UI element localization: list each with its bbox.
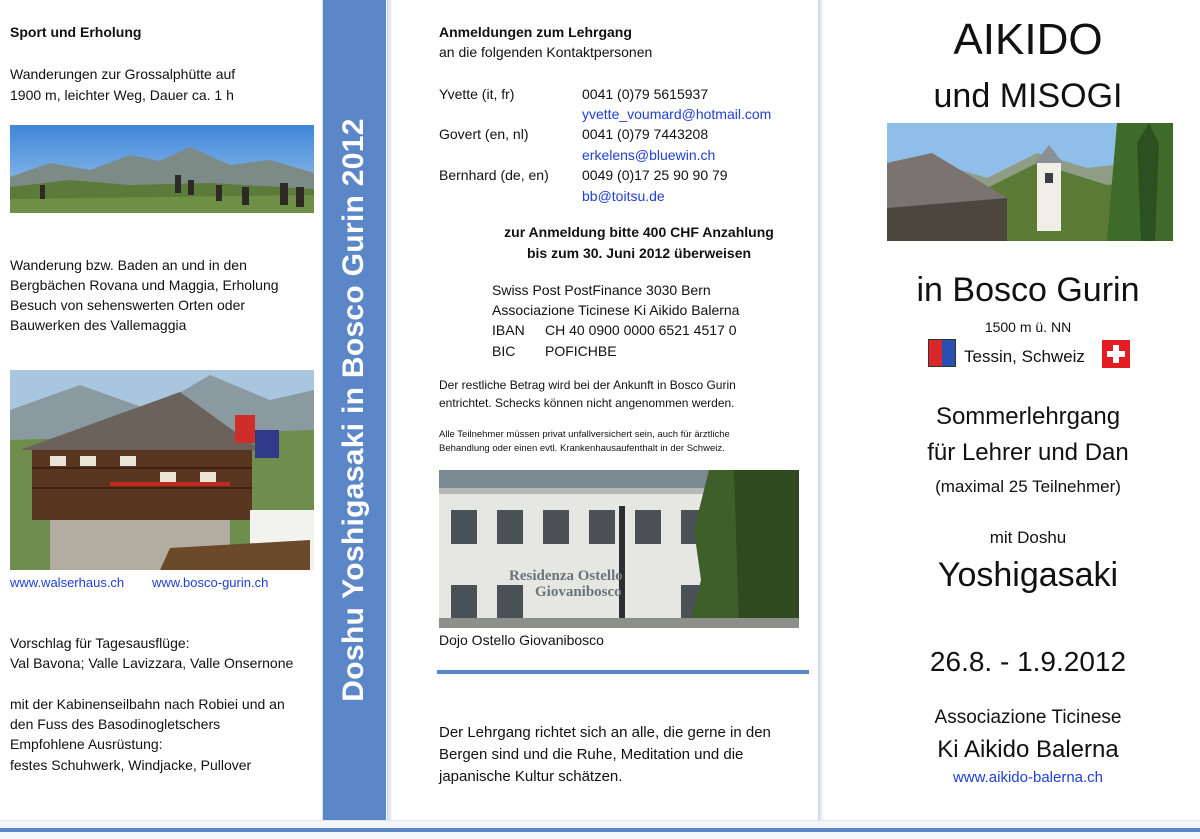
insurance-line-2: Behandlung oder einen evtl. Krankenhausaufenthalt in der Schweiz. bbox=[439, 443, 725, 454]
payment-line-1: zur Anmeldung bitte 400 CHF Anzahlung bbox=[504, 224, 774, 240]
para2-line-4: Bauwerken des Vallemaggia bbox=[10, 317, 187, 333]
middle-divider bbox=[437, 670, 809, 674]
bottom-line-3: japanische Kultur schätzen. bbox=[439, 768, 623, 785]
middle-shade bbox=[387, 0, 393, 838]
course-line-1: Sommerlehrgang bbox=[935, 403, 1121, 430]
para2-line-3: Besuch von sehenswerten Orten oder bbox=[10, 297, 246, 313]
bank-line-2: Associazione Ticinese Ki Aikido Balerna bbox=[492, 302, 740, 318]
teacher-name: Yoshigasaki bbox=[937, 556, 1119, 594]
iban-label: IBAN bbox=[492, 322, 525, 338]
para3-line-2: Val Bavona; Valle Lavizzara, Valle Onsernone bbox=[10, 655, 294, 671]
para3-line-1: Vorschlag für Tagesausflüge: bbox=[10, 635, 190, 651]
website-link[interactable]: www.aikido-balerna.ch bbox=[952, 769, 1104, 786]
building-sign-1: Residenza Ostello bbox=[509, 568, 623, 584]
bottom-band-line bbox=[0, 828, 1200, 832]
bottom-line-1: Der Lehrgang richtet sich an alle, die gerne in den bbox=[439, 724, 771, 741]
bank-line-1: Swiss Post PostFinance 3030 Bern bbox=[492, 282, 711, 298]
rest-line-1: Der restliche Betrag wird bei der Ankunft in Bosco Gurin bbox=[439, 378, 736, 392]
region: Tessin, Schweiz bbox=[964, 347, 1085, 366]
bottom-band bbox=[0, 820, 1200, 839]
contact-name-1: Yvette (it, fr) bbox=[439, 86, 515, 102]
para4-line-1: mit der Kabinenseilbahn nach Robiei und an bbox=[10, 696, 285, 712]
right-shade bbox=[818, 0, 824, 838]
hike-line-1: Wanderungen zur Grossalphütte auf bbox=[10, 66, 236, 82]
para2-line-2: Bergbächen Rovana und Maggia, Erholung bbox=[10, 277, 279, 293]
title-misogi: und MISOGI bbox=[933, 77, 1123, 115]
walserhaus-photo bbox=[10, 370, 314, 570]
bosco-gurin-link[interactable]: www.bosco-gurin.ch bbox=[152, 575, 269, 590]
left-panel bbox=[0, 0, 323, 838]
para4-line-2: den Fuss des Basodinogletschers bbox=[10, 716, 221, 732]
with-doshu: mit Doshu bbox=[989, 528, 1067, 547]
insurance-line-1: Alle Teilnehmer müssen privat unfallversichert sein, auch für ärztliche bbox=[439, 429, 730, 440]
ostello-caption: Dojo Ostello Giovanibosco bbox=[439, 632, 604, 648]
para4-line-4: festes Schuhwerk, Windjacke, Pullover bbox=[10, 757, 252, 773]
org-line-1: Associazione Ticinese bbox=[934, 707, 1122, 728]
rest-line-2: entrichtet. Schecks können nicht angenommen werden. bbox=[439, 396, 735, 410]
building-sign-2: Giovanibosco bbox=[535, 584, 622, 600]
contact-phone-3: 0049 (0)17 25 90 90 79 bbox=[582, 167, 728, 183]
contact-name-3: Bernhard (de, en) bbox=[439, 167, 549, 183]
spine bbox=[323, 0, 386, 820]
right-panel bbox=[818, 0, 1200, 838]
contact-email-1[interactable]: yvette_voumard@hotmail.com bbox=[582, 106, 772, 122]
bic-label: BIC bbox=[492, 343, 516, 359]
bosco-gurin-photo bbox=[887, 123, 1173, 241]
hikers-photo bbox=[10, 125, 314, 213]
course-line-2: für Lehrer und Dan bbox=[927, 439, 1129, 466]
contact-phone-2: 0041 (0)79 7443208 bbox=[582, 126, 709, 142]
course-line-3: (maximal 25 Teilnehmer) bbox=[935, 477, 1121, 496]
place: in Bosco Gurin bbox=[916, 271, 1140, 309]
registration-subheading: an die folgenden Kontaktpersonen bbox=[439, 44, 653, 60]
contact-name-2: Govert (en, nl) bbox=[439, 126, 529, 142]
title-aikido: AIKIDO bbox=[953, 15, 1103, 64]
ticino-flag-icon bbox=[928, 339, 956, 367]
course-dates: 26.8. - 1.9.2012 bbox=[929, 646, 1127, 677]
middle-panel bbox=[387, 0, 817, 838]
ostello-photo bbox=[439, 470, 799, 628]
bic-value: POFICHBE bbox=[545, 343, 617, 359]
para4-line-3: Empfohlene Ausrüstung: bbox=[10, 736, 163, 752]
contact-phone-1: 0041 (0)79 5615937 bbox=[582, 86, 709, 102]
org-line-2: Ki Aikido Balerna bbox=[937, 736, 1119, 763]
contact-email-2[interactable]: erkelens@bluewin.ch bbox=[582, 147, 716, 163]
bottom-line-2: Bergen sind und die Ruhe, Meditation und die bbox=[439, 746, 744, 763]
payment-line-2: bis zum 30. Juni 2012 überweisen bbox=[526, 245, 752, 261]
walserhaus-link[interactable]: www.walserhaus.ch bbox=[10, 575, 125, 590]
registration-heading: Anmeldungen zum Lehrgang bbox=[439, 24, 632, 40]
para2-line-1: Wanderung bzw. Baden an und in den bbox=[10, 257, 247, 273]
hike-line-2: 1900 m, leichter Weg, Dauer ca. 1 h bbox=[10, 87, 234, 103]
left-heading: Sport und Erholung bbox=[10, 24, 142, 40]
contact-email-3[interactable]: bb@toitsu.de bbox=[582, 188, 665, 204]
iban-value: CH 40 0900 0000 6521 4517 0 bbox=[545, 322, 737, 338]
swiss-flag-icon bbox=[1102, 340, 1130, 368]
altitude: 1500 m ü. NN bbox=[984, 319, 1072, 335]
spine-title: Doshu Yoshigasaki in Bosco Gurin 2012 bbox=[337, 118, 370, 702]
